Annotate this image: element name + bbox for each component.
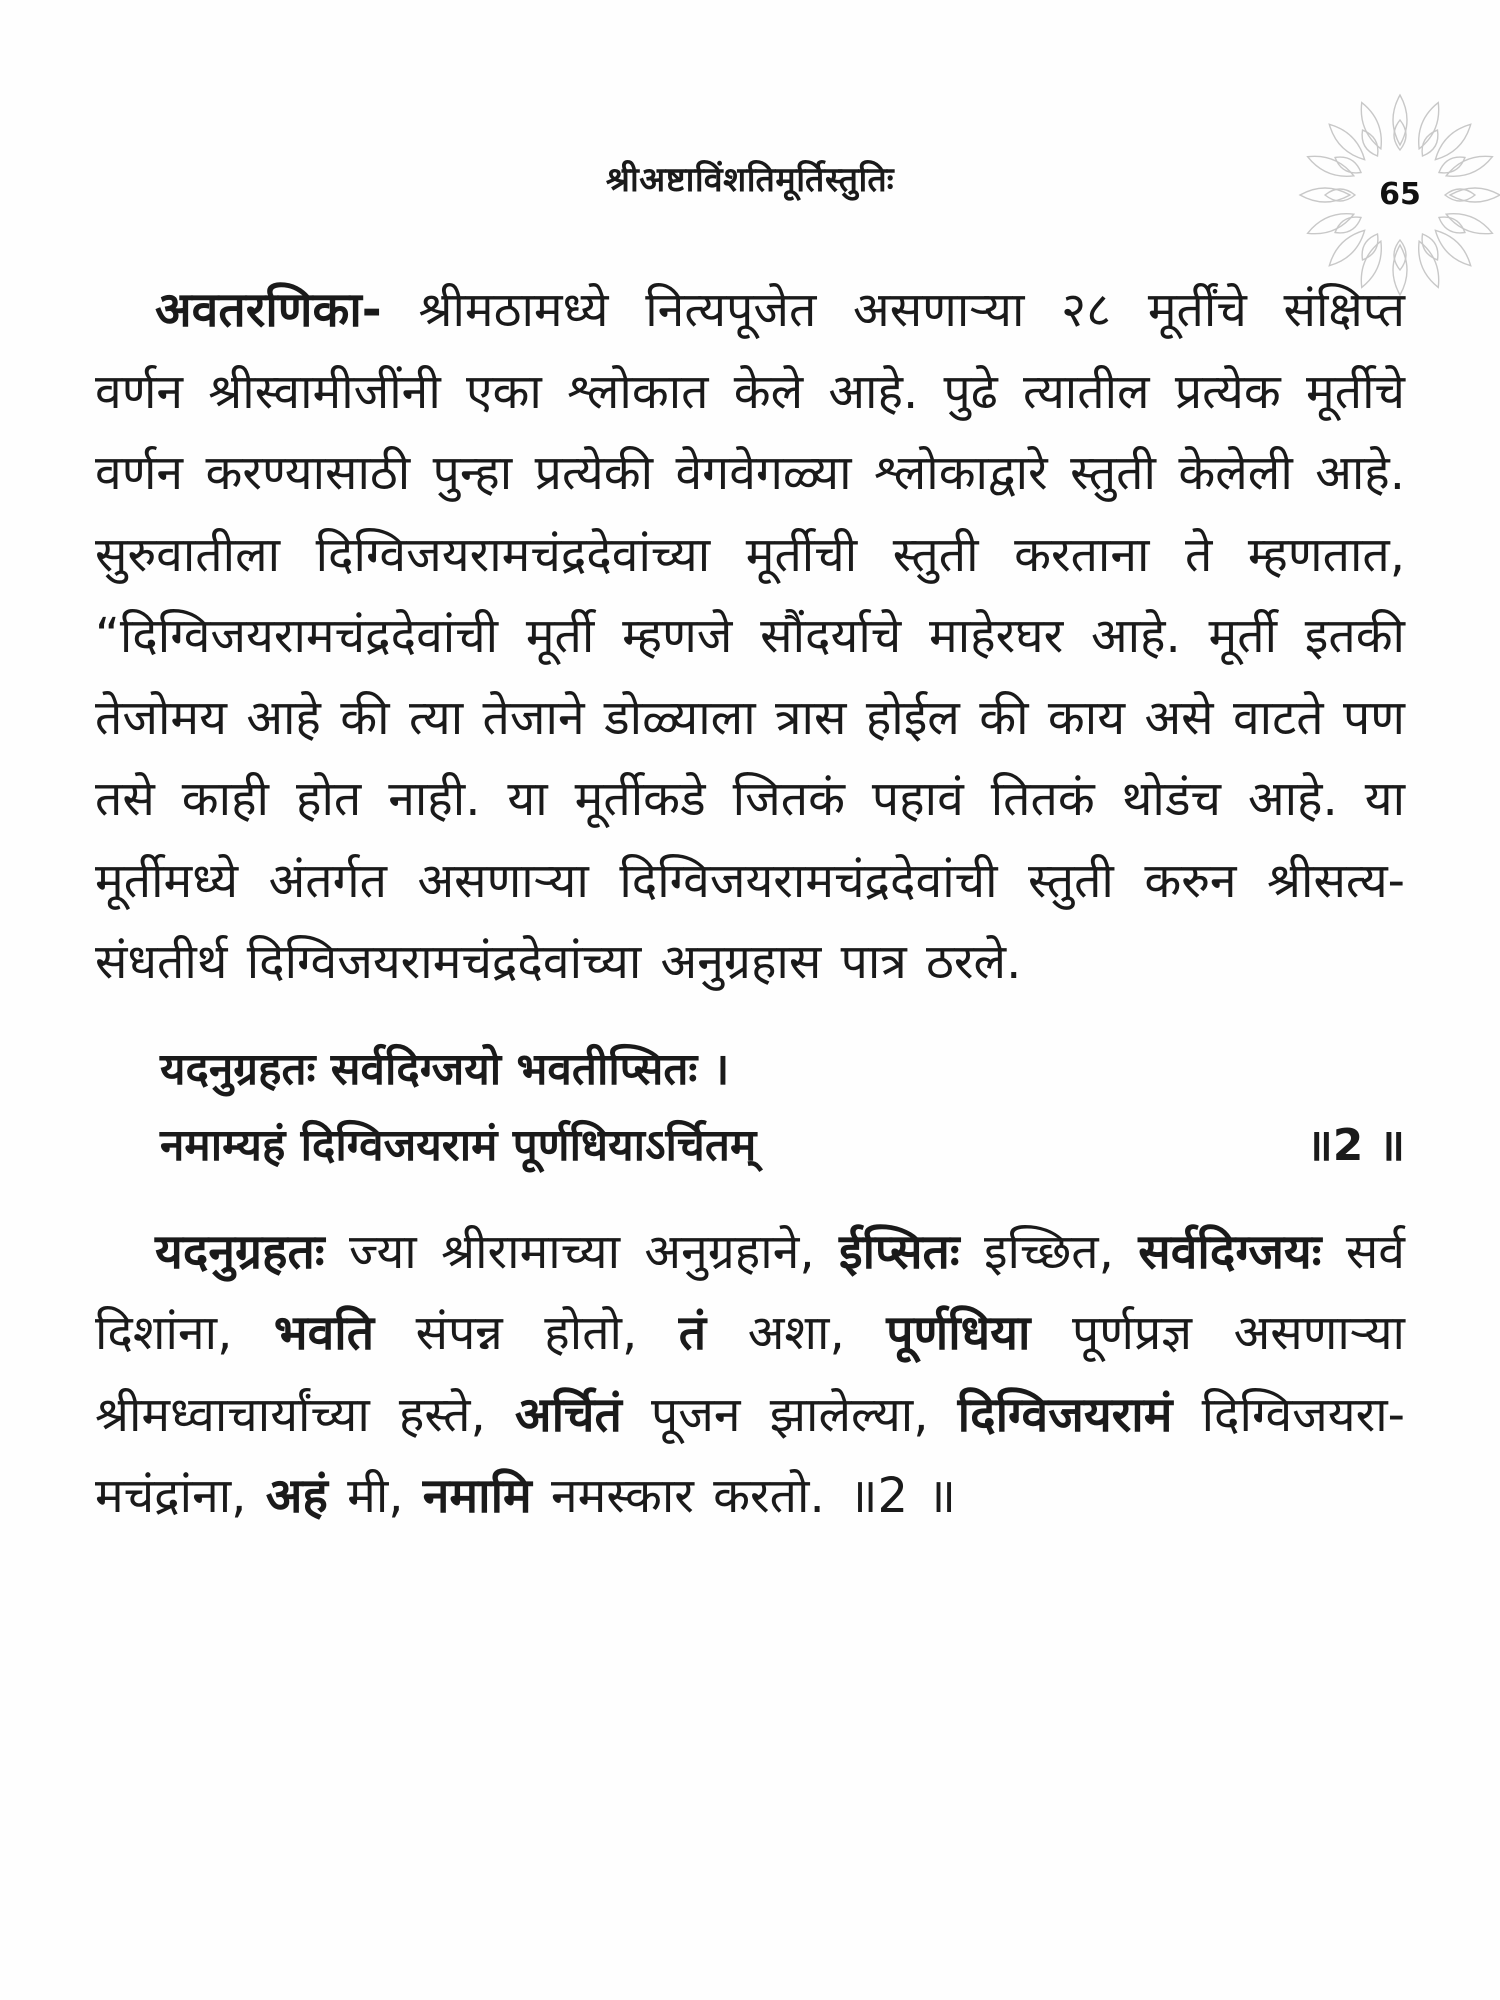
mandala-petal: [1335, 217, 1361, 233]
gloss-text: पूर्णप्रज्ञ असणाऱ्या श्रीमध्वाचार्यांच्या हस्ते,: [95, 1305, 1405, 1443]
mandala-petal: [1419, 241, 1439, 287]
mandala-petal: [1329, 230, 1364, 265]
term-bold: पूर्णधिया: [886, 1305, 1031, 1361]
mandala-petal: [1308, 214, 1354, 234]
term-bold: ईप्सितः: [839, 1223, 960, 1280]
verse-number: ॥2 ॥: [1306, 1119, 1405, 1171]
end-mark: ॥2 ॥: [848, 1468, 957, 1524]
mandala-petal: [1435, 124, 1470, 159]
explanation-paragraph: [95, 1212, 1405, 1538]
verse-line-1: यदनुग्रहतः सर्वदिग्जयो भवतीप्सितः ।: [160, 1043, 730, 1095]
term-bold: सर्वदिग्जयः: [1138, 1223, 1322, 1280]
page-content: [95, 270, 1405, 1538]
gloss-text: ज्या श्रीरामाच्या अनुग्रहाने,: [324, 1223, 839, 1280]
mandala-petal: [1446, 156, 1492, 176]
gloss-text: नमस्कार करतो.: [531, 1468, 825, 1524]
mandala-petal: [1308, 156, 1354, 176]
intro-paragraph: [95, 270, 1405, 1004]
intro-label: अवतरणिका-: [155, 282, 382, 338]
mandala-petal: [1362, 234, 1378, 260]
mandala-petal: [1329, 124, 1364, 159]
page-header: [0, 150, 1500, 210]
mandala-petal: [1439, 217, 1465, 233]
mandala-petal: [1435, 230, 1470, 265]
term-bold: नमामि: [422, 1468, 532, 1524]
gloss-text: इच्छित,: [959, 1223, 1139, 1280]
verse-line-2-text: नमाम्यहं दिग्विजयरामं पूर्णधियाऽर्चितम्: [160, 1119, 757, 1171]
mandala-petal: [1439, 157, 1465, 173]
term-bold: अहं: [265, 1468, 328, 1524]
term-bold: भवति: [273, 1305, 375, 1361]
mandala-petal: [1419, 103, 1439, 149]
running-title: श्रीअष्टाविंशतिमूर्तिस्तुतिः: [605, 160, 895, 200]
verse-line-2: [160, 1108, 1405, 1184]
mandala-petal: [1446, 214, 1492, 234]
gloss-text: संपन्न होतो,: [374, 1305, 679, 1361]
term-bold: यदनुग्रहतः: [155, 1223, 325, 1280]
gloss-text: मी,: [327, 1468, 423, 1524]
gloss-text: सर्व दिशांना,: [95, 1223, 1405, 1361]
mandala-petal: [1362, 130, 1378, 156]
mandala-petal: [1422, 234, 1438, 260]
mandala-petal: [1361, 103, 1381, 149]
term-bold: तं: [678, 1305, 707, 1361]
term-bold: दिग्विजयरामं: [957, 1386, 1173, 1443]
gloss-text: दिग्विजयरा-मचंद्रांना,: [95, 1386, 1405, 1524]
mandala-petal: [1422, 130, 1438, 156]
intro-text: श्रीमठामध्ये नित्यपूजेत असणाऱ्या २८ मूर्तींचे संक्षिप्त वर्णन श्रीस्वामीजींनी एका श्लोकात केले आहे. पुढे त्यातील प्रत्येक मूर्तीचे वर्णन करण्यासाठी पुन्हा प्रत्येकी वेगवेगळ्या श्लोकाद्वारे स्तुती केलेली आहे. सुरुवातीला दिग्विजयरामचंद्रदेवांच्या मूर्तीची स्तुती करताना ते म्हणतात, “दिग्विजयरामचंद्रदेवांची मूर्ती म्हणजे सौंदर्याचे माहेरघर आहे. मूर्ती इतकी तेजोमय आहे की त्या तेजाने डोळ्याला त्रास होईल की काय असे वाटते पण तसे काही होत नाही. या मूर्तीकडे जितकं पहावं तितकं थोडंच आहे. या मूर्तीमध्ये अंतर्गत असणाऱ्या दिग्विजयरामचंद्रदेवांची स्तुती करुन श्रीसत्य-संधतीर्थ दिग्विजयरामचंद्रदेवांच्या अनुग्रहास पात्र ठरले.: [95, 282, 1405, 990]
verse-block: [95, 1032, 1405, 1184]
page-number: 65: [1360, 155, 1440, 235]
gloss-text: पूजन झालेल्या,: [621, 1386, 958, 1443]
gloss-text: अशा,: [706, 1305, 887, 1361]
mandala-petal: [1335, 157, 1361, 173]
term-bold: अर्चितं: [514, 1386, 622, 1443]
